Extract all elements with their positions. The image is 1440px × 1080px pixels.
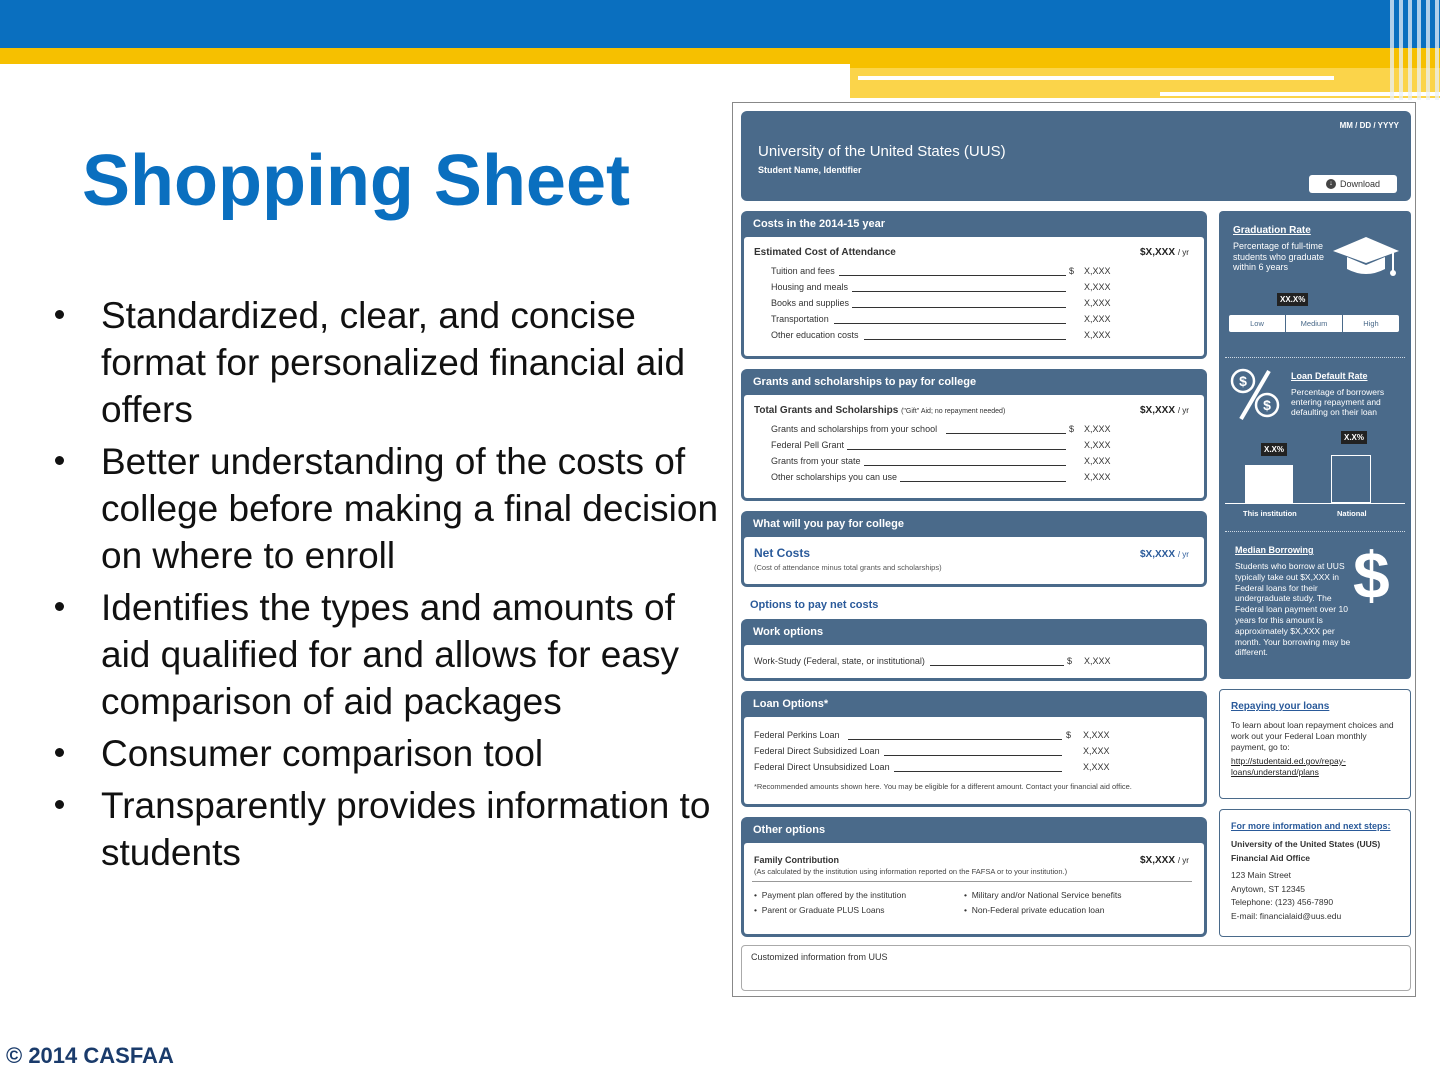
bullet-text: Consumer comparison tool [101,733,544,774]
grant-item-label: Grants and scholarships from your school [771,424,938,434]
grants-body [744,395,1204,498]
grants-total-value: $X,XXX / yr [1140,405,1189,416]
cost-item-value: X,XXX [1084,266,1111,276]
leader-line [834,323,1066,324]
cost-total-value: $X,XXX / yr [1140,247,1189,258]
bullet-dot [55,800,64,809]
leader-line [852,307,1066,308]
net-costs-body [744,537,1204,584]
contact-office: Financial Aid Office [1231,853,1311,863]
cost-item-value: X,XXX [1084,314,1111,324]
bar-baseline [1225,503,1405,504]
family-contribution-label: Family Contribution [754,855,839,865]
costs-panel [741,211,1207,359]
median-borrowing-text: Students who borrow at UUS typically take out $X,XXX in Federal loans for their undergraduate study. The Federal loan payment over 10 years for this amount is approximately $X,XXX per month. Your borrowing may be different. [1235,561,1351,658]
section-divider [1225,531,1405,532]
costs-body [744,237,1204,356]
cost-item-label: Tuition and fees [771,266,835,276]
work-header: Work options [753,626,824,638]
top-blue-band [0,0,1440,50]
net-costs-label: Net Costs [754,546,811,560]
bullet-text: Transparently provides information to students [101,785,711,873]
bullet-list [55,292,725,881]
outcomes-sidebar [1219,211,1411,679]
cost-item-value: X,XXX [1084,282,1111,292]
costs-header: Costs in the 2014-15 year [753,218,886,230]
loan-options-header: Loan Options* [753,698,829,710]
scale-label: Low [1229,315,1286,332]
other-option-item: • Military and/or National Service benefits [964,890,1122,900]
contact-address-line: Anytown, ST 12345 [1231,884,1306,894]
default-rate-this-bar [1245,465,1293,503]
download-icon: ↓ [1326,179,1336,189]
grant-item-value: X,XXX [1084,472,1111,482]
scale-label: High [1363,319,1379,328]
scale-label: Medium [1286,315,1343,332]
bullet-item [55,730,725,777]
grant-item-value: X,XXX [1084,456,1111,466]
other-options-header: Other options [753,824,826,836]
leader-line [847,449,1066,450]
grant-item-label: Grants from your state [771,456,861,466]
percent-dollar-icon [1229,367,1281,421]
family-contribution-note: (As calculated by the institution using information reported on the FAFSA or to your institution.) [754,867,1068,876]
work-label: Work-Study (Federal, state, or institutional) [754,656,925,666]
repaying-title: Repaying your loans [1231,701,1330,712]
grant-item-label: Federal Pell Grant [771,440,845,450]
bullet-item [55,292,725,433]
loan-item-value: X,XXX [1083,746,1110,756]
graduation-rate-value: XX.X% [1277,293,1308,306]
copyright-footer: © 2014 CASFAA [6,1043,174,1068]
bullet-text: Identifies the types and amounts of aid qualified for and allows for easy comparison of aid packages [101,587,679,722]
other-option-item: • Non-Federal private education loan [964,905,1105,915]
loan-note: *Recommended amounts shown here. You may be eligible for a different amount. Contact your financial aid office. [754,782,1132,791]
default-rate-national-bar [1331,455,1371,503]
leader-line [852,291,1066,292]
bullet-dot [55,310,64,319]
default-rate-this-value: X.X% [1261,443,1287,456]
net-costs-note: (Cost of attendance minus total grants and scholarships) [754,563,942,572]
shopping-sheet-figure [732,102,1416,997]
loan-item-value: X,XXX [1083,730,1110,740]
contact-org: University of the United States (UUS) [1231,839,1381,849]
graduation-rate-title: Graduation Rate [1233,225,1311,236]
cost-item-label: Housing and meals [771,282,849,292]
contact-title: For more information and next steps: [1231,821,1391,831]
options-title: Options to pay net costs [750,599,879,611]
cost-item-label: Books and supplies [771,298,850,308]
other-options-body [744,843,1204,934]
loan-item-label: Federal Perkins Loan [754,730,840,740]
cost-item-value: X,XXX [1084,330,1111,340]
work-panel [741,619,1207,681]
leader-line [864,339,1066,340]
contact-phone: Telephone: (123) 456-7890 [1231,897,1334,907]
leader-line [839,275,1066,276]
download-label: Download [1339,179,1381,189]
contact-address-line: 123 Main Street [1231,870,1292,880]
svg-text:$: $ [1263,397,1271,413]
divider [752,881,1192,882]
other-option-item: • Payment plan offered by the institution [754,890,907,900]
corner-stripes [1390,0,1440,100]
slide-title: Shopping Sheet [82,141,630,221]
work-body [744,645,1204,678]
band-divider [858,76,1334,80]
loan-options-panel [741,691,1207,807]
sheet-header [741,111,1411,201]
other-option-item: • Parent or Graduate PLUS Loans [754,905,885,915]
median-borrowing-title: Median Borrowing [1235,545,1314,555]
work-value: X,XXX [1084,656,1111,666]
section-divider [1225,357,1405,358]
graduation-cap-icon [1331,233,1401,279]
graduation-rate-scale [1229,315,1399,332]
bullet-item [55,782,725,876]
grants-total-label: Total Grants and Scholarships ("Gift" Aid; no repayment needed) [754,405,1006,416]
bullet-text: Standardized, clear, and concise format for personalized financial aid offers [101,295,686,430]
leader-line [930,665,1064,666]
net-costs-value: $X,XXX / yr [1140,549,1189,560]
custom-info-box [741,945,1411,991]
leader-line [900,481,1066,482]
bullet-item [55,438,725,579]
bullet-item [55,584,725,725]
work-dollar: $ [1067,656,1073,666]
net-costs-header: What will you pay for college [753,518,904,530]
svg-text:$: $ [1239,373,1247,389]
leader-line [946,433,1066,434]
leader-line [848,739,1062,740]
default-rate-this-label: This institution [1243,509,1297,518]
bullet-text: Better understanding of the costs of college before making a final decision on where to enroll [101,441,719,576]
cost-total-label: Estimated Cost of Attendance [754,247,896,258]
repayment-link[interactable]: http://studentaid.ed.gov/repay-loans/understand/plans [1231,756,1346,777]
loan-item-dollar: $ [1066,730,1072,740]
grant-item-label: Other scholarships you can use [771,472,898,482]
sheet-date: MM / DD / YYYY [1339,121,1399,130]
repaying-text: To learn about loan repayment choices and work out your Federal Loan monthly payment, go to: [1231,720,1394,752]
leader-line [884,755,1062,756]
university-name: University of the United States (UUS) [758,143,1006,160]
contact-email: E-mail: financialaid@uus.edu [1231,911,1342,921]
cost-item-value: X,XXX [1084,298,1111,308]
cost-item-label: Other education costs [771,330,859,340]
grants-panel [741,369,1207,501]
contact-box [1219,809,1411,937]
net-costs-panel [741,511,1207,587]
leader-line [894,771,1062,772]
loan-options-body [744,717,1204,804]
bullet-dot [55,748,64,757]
leader-line [864,465,1066,466]
band-divider [0,64,850,70]
custom-info-text: Customized information from UUS [751,952,888,962]
repaying-box [1219,689,1411,799]
cost-item-label: Transportation [771,314,829,324]
bullet-dot [55,456,64,465]
bullet-dot [55,602,64,611]
grants-header: Grants and scholarships to pay for college [753,376,977,388]
dollar-sign-icon: $ [1353,538,1390,612]
grant-item-dollar: $ [1069,424,1075,434]
loan-item-label: Federal Direct Unsubsidized Loan [754,762,890,772]
default-rate-title: Loan Default Rate [1291,371,1368,381]
other-options-panel [741,817,1207,937]
loan-item-value: X,XXX [1083,762,1110,772]
default-rate-text: Percentage of borrowers entering repayment and defaulting on their loan [1291,387,1385,417]
download-button[interactable] [1309,175,1397,193]
default-rate-national-value: X.X% [1341,431,1367,444]
student-name: Student Name, Identifier [758,165,862,175]
graduation-rate-text: Percentage of full-time students who graduate within 6 years [1233,241,1325,272]
cost-item-dollar: $ [1069,266,1075,276]
grant-item-value: X,XXX [1084,440,1111,450]
grant-item-value: X,XXX [1084,424,1111,434]
family-contribution-value: $X,XXX / yr [1140,855,1189,866]
default-rate-national-label: National [1337,509,1367,518]
loan-item-label: Federal Direct Subsidized Loan [754,746,880,756]
